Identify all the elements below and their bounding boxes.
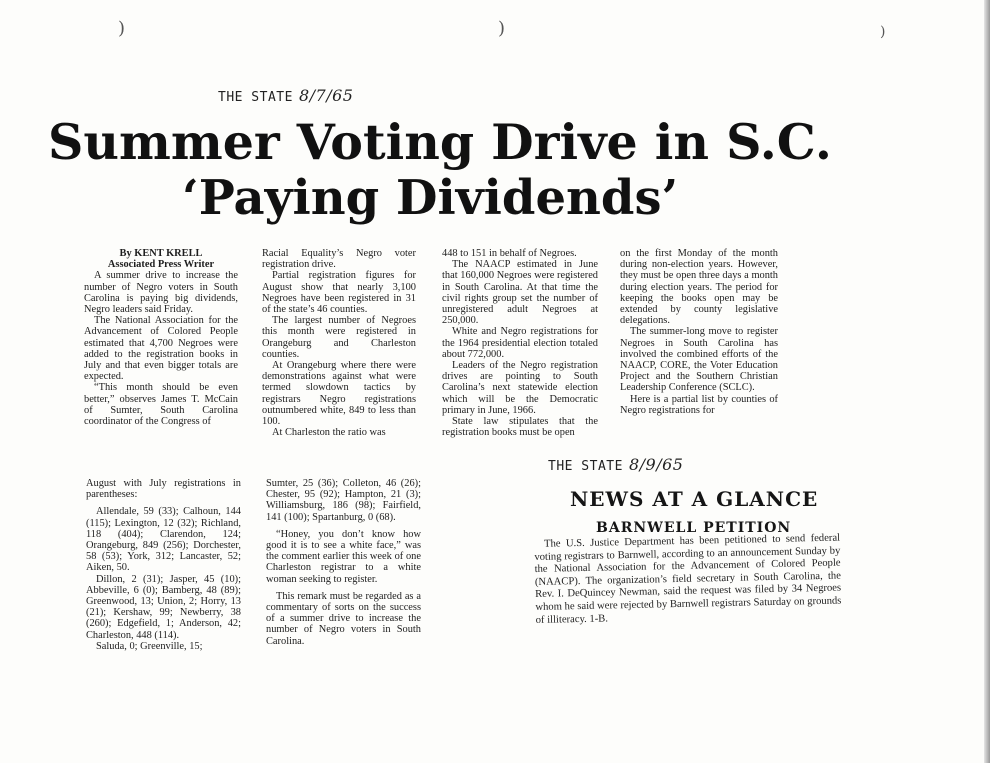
- dateline-date: 8/9/65: [628, 455, 684, 474]
- paragraph: Saluda, 0; Greenville, 15;: [96, 640, 203, 652]
- paragraph: At Charleston the ratio was: [272, 427, 386, 439]
- paragraph: The National Association for the Advancement of Colored People estimated that 4,700 Negroes were added to the registration books in July and that even bigger totals are expected.: [84, 315, 238, 383]
- dateline-article1: [218, 86, 353, 105]
- paragraph: Partial registration figures for August show that nearly 3,100 Negroes have been registered in 31 of the state’s 46 counties.: [262, 270, 416, 316]
- paragraph: State law stipulates that the registration books must be open: [442, 416, 598, 439]
- byline-title: Associated Press Writer: [107, 259, 215, 271]
- headline-line2: ‘Paying Dividends’: [182, 170, 679, 226]
- paragraph: A summer drive to increase the number of Negro voters in South Carolina is paying big dividends, Negro leaders said Friday.: [84, 270, 238, 316]
- article1-column-3: [442, 248, 598, 438]
- paragraph: “Honey, you don’t know how good it is to see a white face,” was the comment earlier this week of one Charleston registrar to a white woman seeking to register.: [266, 528, 421, 585]
- headline-line1: Summer Voting Drive in S.C.: [48, 113, 832, 171]
- margin-mark-1: ): [118, 18, 126, 39]
- paragraph: At Orangeburg where there were demonstrations against what were termed slowdown tactics by registrars Negro registrations outnumbered white, 849 to less than 100.: [262, 360, 416, 428]
- article1-continuation-2: [266, 478, 421, 647]
- paragraph: This remark must be regarded as a commentary of sorts on the success of a summer drive to increase the number of Negro voters in South Carolina.: [266, 590, 421, 647]
- paragraph: Dillon, 2 (31); Jasper, 45 (10); Abbeville, 6 (0); Bamberg, 48 (89); Greenwood, 13; Union, 2; Horry, 13 (21); Kershaw, 99; Newberry, 38 (260); Edgefield, 1; Anderson, 42; Charleston, 448 (114).: [86, 573, 241, 641]
- byline: By KENT KRELL: [119, 248, 203, 259]
- paragraph: August with July registrations in parentheses:: [86, 478, 241, 501]
- paragraph: 448 to 151 in behalf of Negroes.: [442, 248, 577, 259]
- paragraph: Here is a partial list by counties of Negro registrations for: [620, 393, 778, 416]
- paragraph: The NAACP estimated in June that 160,000 Negroes were registered in South Carolina. At that time the civil rights group set the number of unregistered adult Negroes at 250,000.: [442, 259, 598, 327]
- paragraph: Sumter, 25 (36); Colleton, 46 (26); Chester, 95 (92); Hampton, 21 (3); Williamsburg, 186 (98); Fairfield, 141 (100); Spartanburg, 0 (68).: [266, 478, 421, 523]
- scan-edge: [984, 0, 990, 763]
- barnwell-petition-body: [534, 533, 842, 628]
- paragraph: “This month should be even better,” observes James T. McCain of Sumter, South Carolina coordinator of the Congress of: [84, 382, 238, 428]
- paragraph: White and Negro registrations for the 1964 presidential election totaled about 772,000.: [442, 326, 598, 360]
- article1-column-2: [262, 248, 416, 438]
- dateline-article2: [548, 455, 683, 474]
- article1-column-4: [620, 248, 778, 416]
- dateline-paper: THE STATE: [218, 90, 293, 105]
- margin-mark-2: ): [498, 18, 506, 39]
- paragraph: The summer-long move to register Negroes in South Carolina has involved the combined efforts of the NAACP, CORE, the Voter Education Project and the Southern Christian Leadership Conference (SCLC).: [620, 326, 778, 394]
- dateline-paper: THE STATE: [548, 459, 623, 474]
- paragraph: Racial Equality’s Negro voter registration drive.: [262, 248, 416, 271]
- paragraph: on the first Monday of the month during non-election years. However, they must be open three days a month during election years. The period for keeping the books open may be extended by county legislative delegations.: [620, 248, 778, 327]
- dateline-date: 8/7/65: [298, 86, 354, 105]
- barnwell-petition-subtitle: BARNWELL PETITION: [596, 520, 792, 536]
- article1-continuation-1: [86, 478, 241, 652]
- news-at-a-glance-title: NEWS AT A GLANCE: [570, 487, 819, 511]
- margin-mark-3: ): [880, 24, 886, 40]
- paragraph: The U.S. Justice Department has been petitioned to send federal voting registrars to Barnwell, according to an announcement Sunday by the National Association for the Advancement of Colored People (NAACP). The organization’s field secretary in South Carolina, the Rev. I. DeQuincey Newman, said the request was filed by 34 Negroes whom he said were rejected by Barnwell registrars Saturday on grounds of illiteracy. 1-B.: [534, 532, 842, 626]
- article1-column-1: [84, 248, 238, 427]
- paragraph: Allendale, 59 (33); Calhoun, 144 (115); Lexington, 12 (32); Richland, 118 (404); Clarendon, 124; Orangeburg, 849 (256); Dorchester, 58 (53); York, 312; Lancaster, 52; Aiken, 50.: [86, 506, 241, 574]
- paragraph: Leaders of the Negro registration drives are pointing to South Carolina’s next statewide election which will be the Democratic primary in June, 1966.: [442, 360, 598, 416]
- paragraph: The largest number of Negroes this month were registered in Orangeburg and Charleston counties.: [262, 315, 416, 360]
